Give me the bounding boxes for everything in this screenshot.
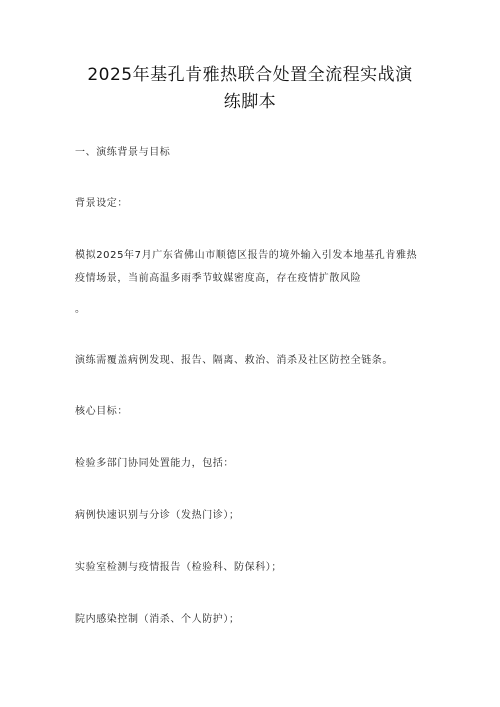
background-text-line-3: 。	[75, 304, 86, 315]
title-line-2: 练脚本	[223, 92, 277, 112]
coverage-text: 演练需覆盖病例发现、报告、隔离、救治、消杀及社区防控全链条。	[75, 355, 393, 366]
goal-item: 病例快速识别与分诊（发热门诊）；	[75, 510, 240, 521]
goal-intro: 检验多部门协同处置能力，包括：	[75, 458, 234, 469]
core-goals-label: 核心目标：	[75, 406, 128, 417]
goal-item: 院内感染控制（消杀、个人防护）；	[75, 614, 240, 625]
title-line-1: 2025年基孔肯雅热联合处置全流程实战演	[87, 65, 413, 85]
background-label: 背景设定：	[75, 198, 128, 209]
section-heading: 一、演练背景与目标	[75, 147, 171, 158]
document-title	[60, 62, 440, 116]
goal-item: 实验室检测与疫情报告（检验科、防保科）；	[75, 562, 282, 573]
background-text-line-2: 疫情场景，当前高温多雨季节蚊媒密度高，存在疫情扩散风险	[75, 273, 362, 284]
background-text-line-1: 模拟2025年7月广东省佛山市顺德区报告的境外输入引发本地基孔肯雅热	[75, 250, 418, 261]
